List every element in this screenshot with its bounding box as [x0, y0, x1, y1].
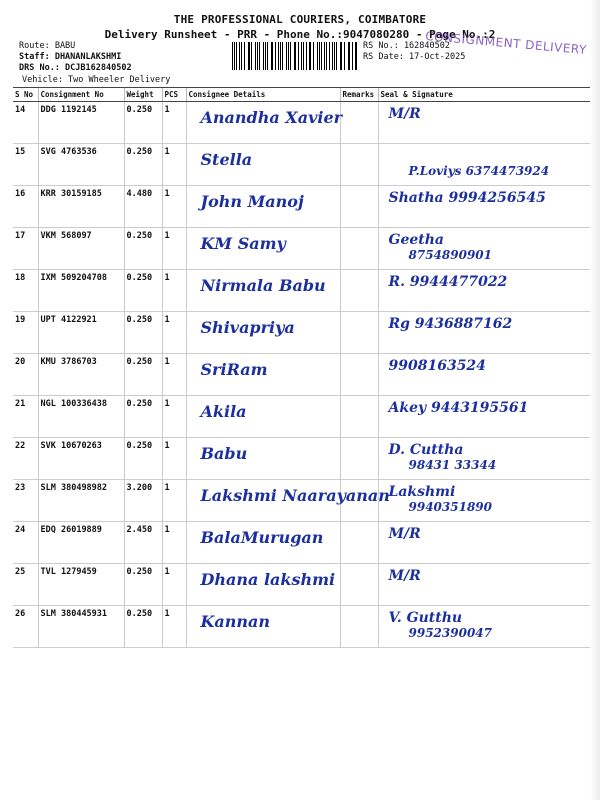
cell-consignment-no: SLM 380445931 [38, 606, 124, 648]
vehicle-label: Vehicle: Two Wheeler Delivery [22, 75, 171, 85]
barcode-bar [349, 42, 350, 70]
barcode-bar [332, 42, 333, 70]
cell-consignee [186, 480, 390, 522]
barcode-bar [239, 42, 240, 70]
cell-signature [378, 480, 598, 522]
cell-consignee [186, 522, 340, 564]
cell-consignment-no: KRR 30159185 [38, 186, 124, 228]
barcode-bar [267, 42, 268, 70]
table-row [13, 354, 598, 396]
table-row [13, 228, 598, 270]
barcode-bar [286, 42, 287, 70]
cell-sno: 16 [13, 186, 38, 228]
cell-sno: 21 [13, 396, 38, 438]
cell-signature [378, 228, 598, 270]
table-row [13, 270, 598, 312]
cell-remarks [340, 354, 378, 396]
cell-sno: 22 [13, 438, 38, 480]
table-row [13, 186, 598, 228]
rs-number: RS No.: 162840502 [363, 41, 450, 51]
cell-signature [378, 564, 598, 606]
cell-weight: 0.250 [124, 228, 162, 270]
cell-remarks [340, 312, 378, 354]
signature-handwriting: V. Gutthu [388, 610, 463, 626]
col-remarks: Remarks [340, 88, 378, 102]
cell-consignee [186, 228, 340, 270]
cell-remarks [340, 396, 378, 438]
cell-consignment-no: KMU 3786703 [38, 354, 124, 396]
barcode-bar [317, 42, 318, 70]
cell-remarks [340, 186, 378, 228]
barcode [232, 42, 359, 70]
cell-remarks [340, 480, 378, 522]
cell-weight: 0.250 [124, 396, 162, 438]
drs-number: DRS No.: DCJB162840502 [19, 63, 132, 73]
consignee-handwriting: Shivapriya [200, 318, 295, 337]
cell-consignee [186, 312, 340, 354]
consignee-handwriting: Nirmala Babu [200, 276, 326, 295]
table-row [13, 144, 598, 186]
cell-remarks [340, 564, 378, 606]
signature-handwriting: Rg 9436887162 [388, 316, 513, 332]
cell-consignee [186, 396, 340, 438]
cell-weight: 4.480 [124, 186, 162, 228]
runsheet-table [13, 87, 598, 648]
barcode-bar [282, 42, 283, 70]
consignee-handwriting: BalaMurugan [200, 528, 324, 547]
signature-phone-handwriting: 8754890901 [408, 248, 492, 262]
cell-consignee [186, 270, 340, 312]
table-row [13, 480, 598, 522]
delivery-stamp: CONSIGNMENT DELIVERY [424, 28, 588, 58]
signature-handwriting: Akey 9443195561 [388, 400, 529, 416]
cell-pcs: 1 [162, 312, 186, 354]
route-label: Route: BABU [19, 41, 76, 51]
cell-remarks [340, 228, 378, 270]
col-sno: S No [13, 88, 38, 102]
cell-signature [378, 144, 598, 186]
cell-consignment-no: TVL 1279459 [38, 564, 124, 606]
barcode-bar [341, 42, 342, 70]
cell-consignee [186, 102, 343, 144]
cell-sno: 14 [13, 102, 38, 144]
col-pcs: PCS [162, 88, 186, 102]
cell-consignee [186, 564, 340, 606]
cell-pcs: 1 [162, 354, 186, 396]
scan-edge [590, 0, 600, 800]
barcode-bar [255, 42, 256, 70]
barcode-bar [301, 42, 302, 70]
signature-handwriting: M/R [388, 106, 421, 122]
cell-pcs: 1 [162, 480, 186, 522]
signature-handwriting: M/R [388, 568, 421, 584]
signature-handwriting: Geetha [388, 232, 444, 248]
table-row [13, 606, 598, 648]
cell-weight: 0.250 [124, 312, 162, 354]
sheet-title: THE PROFESSIONAL COURIERS, COIMBATORE [173, 13, 427, 26]
cell-pcs: 1 [162, 102, 186, 144]
table-row [13, 438, 598, 480]
cell-consignee [186, 354, 340, 396]
signature-phone-handwriting: 9952390047 [408, 626, 492, 640]
cell-pcs: 1 [162, 606, 186, 648]
cell-weight: 0.250 [124, 438, 162, 480]
cell-pcs: 1 [162, 186, 186, 228]
table-row [13, 564, 598, 606]
cell-consignment-no: UPT 4122921 [38, 312, 124, 354]
barcode-bar [303, 42, 304, 70]
cell-sno: 20 [13, 354, 38, 396]
cell-consignment-no: SVG 4763536 [38, 144, 124, 186]
signature-phone-handwriting: 98431 33344 [408, 458, 497, 472]
cell-signature [378, 522, 598, 564]
cell-sno: 24 [13, 522, 38, 564]
barcode-bar [251, 42, 252, 70]
cell-remarks [340, 102, 378, 144]
cell-pcs: 1 [162, 396, 186, 438]
barcode-bar [324, 42, 325, 70]
table-row [13, 102, 598, 144]
cell-pcs: 1 [162, 144, 186, 186]
cell-signature [378, 186, 598, 228]
cell-sno: 26 [13, 606, 38, 648]
barcode-bar [356, 42, 357, 70]
cell-remarks [340, 438, 378, 480]
signature-handwriting: M/R [388, 526, 421, 542]
col-signature: Seal & Signature [378, 88, 598, 102]
cell-pcs: 1 [162, 228, 186, 270]
cell-signature [378, 396, 598, 438]
table-header-row [13, 88, 598, 102]
cell-signature [378, 102, 598, 144]
barcode-bar [263, 42, 264, 70]
consignee-handwriting: KM Samy [200, 234, 286, 253]
cell-consignment-no: IXM 509204708 [38, 270, 124, 312]
table-row [13, 522, 598, 564]
barcode-bar [244, 42, 245, 70]
cell-weight: 0.250 [124, 564, 162, 606]
signature-handwriting: Lakshmi [388, 484, 456, 500]
consignee-handwriting: John Manoj [200, 192, 304, 211]
signature-handwriting: D. Cuttha [388, 442, 464, 458]
cell-weight: 2.450 [124, 522, 162, 564]
barcode-bar [313, 42, 314, 70]
consignee-handwriting: Dhana lakshmi [200, 570, 336, 589]
cell-consignment-no: SVK 10670263 [38, 438, 124, 480]
cell-consignee [186, 186, 340, 228]
cell-sno: 25 [13, 564, 38, 606]
cell-pcs: 1 [162, 438, 186, 480]
cell-pcs: 1 [162, 270, 186, 312]
consignee-handwriting: SriRam [200, 360, 268, 379]
cell-consignee [186, 438, 340, 480]
cell-weight: 0.250 [124, 144, 162, 186]
cell-sno: 15 [13, 144, 38, 186]
sheet-subtitle: Delivery Runsheet - PRR - Phone No.:9047080280 - Page No.:2 [104, 28, 496, 41]
signature-handwriting: Shatha 9994256545 [388, 190, 546, 206]
cell-sno: 17 [13, 228, 38, 270]
col-consignee: Consignee Details [186, 88, 340, 102]
cell-pcs: 1 [162, 522, 186, 564]
cell-sno: 18 [13, 270, 38, 312]
cell-pcs: 1 [162, 564, 186, 606]
cell-remarks [340, 606, 378, 648]
consignee-handwriting: Akila [200, 402, 247, 421]
table-row [13, 312, 598, 354]
cell-remarks [340, 270, 378, 312]
barcode-bar [275, 42, 276, 70]
barcode-bar [232, 42, 233, 70]
rs-date: RS Date: 17-Oct-2025 [363, 52, 466, 62]
cell-signature [378, 606, 598, 648]
consignee-handwriting: Anandha Xavier [200, 108, 343, 127]
cell-weight: 0.250 [124, 606, 162, 648]
cell-remarks [340, 522, 378, 564]
col-consignment: Consignment No [38, 88, 124, 102]
consignee-handwriting: Stella [200, 150, 253, 169]
cell-signature [378, 312, 598, 354]
barcode-bar [336, 42, 337, 70]
runsheet-meta-left [19, 41, 132, 74]
consignee-handwriting: Lakshmi Naarayanan [200, 486, 390, 505]
staff-label: Staff: DHANANLAKSHMI [19, 52, 122, 62]
cell-consignment-no: NGL 100336438 [38, 396, 124, 438]
cell-sno: 19 [13, 312, 38, 354]
barcode-bar [294, 42, 295, 70]
cell-weight: 0.250 [124, 354, 162, 396]
consignee-handwriting: Kannan [200, 612, 271, 631]
cell-weight: 0.250 [124, 102, 162, 144]
cell-consignment-no: SLM 380498982 [38, 480, 124, 522]
cell-signature [378, 438, 598, 480]
signature-phone-handwriting: P.Loviys 6374473924 [408, 164, 550, 178]
cell-consignee [186, 144, 340, 186]
cell-weight: 3.200 [124, 480, 162, 522]
cell-signature [378, 270, 598, 312]
cell-consignment-no: EDQ 26019889 [38, 522, 124, 564]
table-row [13, 396, 598, 438]
cell-consignment-no: VKM 568097 [38, 228, 124, 270]
signature-handwriting: 9908163524 [388, 358, 486, 374]
col-weight: Weight [124, 88, 162, 102]
cell-sno: 23 [13, 480, 38, 522]
cell-weight: 0.250 [124, 270, 162, 312]
consignee-handwriting: Babu [200, 444, 248, 463]
cell-consignee [186, 606, 340, 648]
cell-consignment-no: DDG 1192145 [38, 102, 124, 144]
cell-remarks [340, 144, 378, 186]
cell-signature [378, 354, 598, 396]
signature-handwriting: R. 9944477022 [388, 274, 508, 290]
signature-phone-handwriting: 9940351890 [408, 500, 492, 514]
